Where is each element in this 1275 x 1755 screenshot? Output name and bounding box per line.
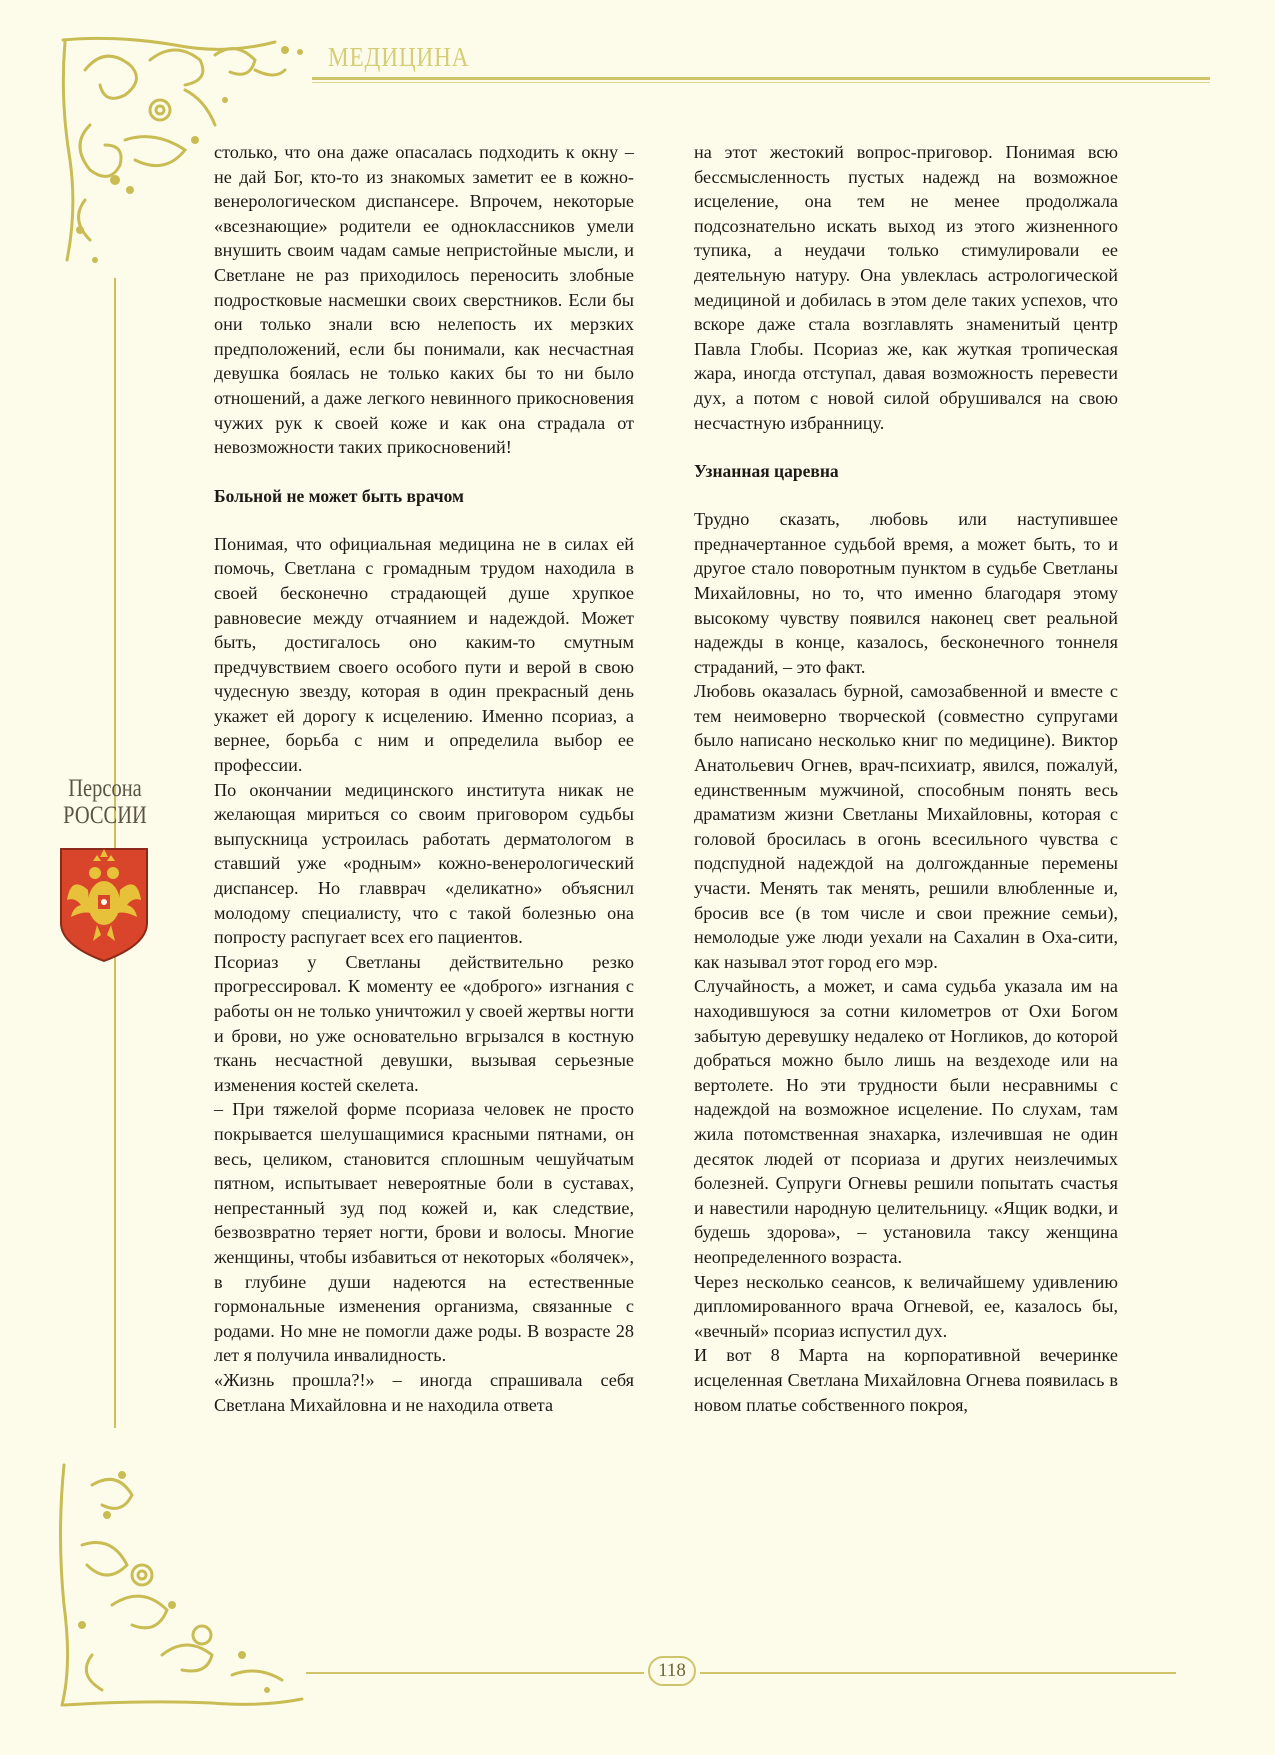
persona-rossii-logo [50, 775, 160, 829]
paragraph: Псориаз у Светланы действительно резко прогрессировал. К моменту ее «доброго» изгнания с работы он не только уничтожил у своей жертвы ногти и брови, но уже основательно вгрызался в костную ткань несчастной девушки, вызывая серьезные изменения костей скелета. [214, 951, 634, 1095]
paragraph: Любовь оказалась бурной, самозабвенной и вместе с тем неимоверно творческой (совместно супругами было написано несколько книг по медицине). Виктор Анатольевич Огнев, врач-психиатр, явился, пожалуй, единственным мужчиной, способным понять весь драматизм жизни Светланы Михайловны, которая с головой бросилась в огонь всесильного чувства с подспудной надеждой на долгожданные перемены участи. Менять так менять, решили влюбленные и, бросив все (в том числе и свои прежние семьи), немолодые уже люди уехали на Сахалин в Оха-сити, как называл этот город его мэр. [694, 681, 1118, 972]
subheading: Больной не может быть врачом [214, 485, 464, 506]
footer-rule-left [306, 1672, 644, 1674]
page-number: 118 [648, 1656, 696, 1686]
paragraph: Через несколько сеансов, к величайшему удивлению дипломированного врача Огневой, ее, казалось бы, «вечный» псориаз испустил дух. [694, 1271, 1118, 1341]
paragraph: на этот жестокий вопрос-приговор. Понимая всю бессмысленность пустых надежд на возможное исцеление, она тем не менее продолжала подсознательно искать выход из этого жизненного тупика, а неудачи только стимулировали ее деятельную натуру. Она увлеклась астрологической медициной и добилась в этом деле таких успехов, что вскоре даже стала возглавлять знаменитый центр Павла Глобы. Псориаз же, как жуткая тропическая жара, иногда отступал, давая возможность перевести дух, а потом с новой силой обрушивался на свою несчастную избранницу. [694, 142, 1118, 433]
paragraph: По окончании медицинского института никак не желающая мириться со своим приговором судьбы выпускница устроилась работать дерматологом в ставший уже «родным» кожно-венерологический диспансер. Но главврач «деликатно» объяснил молодому специалисту, что с такой болезнью она попросту распугает всех его пациентов. [214, 779, 634, 948]
paragraph: Трудно сказать, любовь или наступившее предначертанное судьбой время, а может быть, то и другое стало поворотным пунктом в судьбе Светланы Михайловны, но то, что именно благодаря этому высокому чувству появился наконец свет реальной надежды в конце, казалось, бесконечного тоннеля страданий, – это факт. [694, 509, 1118, 677]
right-column [694, 140, 1118, 1417]
subheading: Узнанная царевна [694, 461, 839, 482]
section-title: МЕДИЦИНА [328, 42, 470, 72]
paragraph: – При тяжелой форме псориаза человек не просто покрывается шелушащимися красными пятнами, он весь, целиком, становится сплошным чешуйчатым пятном, испытывает невероятные боли в суставах, непрестанный зуд под кожей и, как следствие, безвозвратно теряет ногти, брови и волосы. Многие женщины, чтобы избавиться от некоторых «болячек», в глубине души надеются на естественные гормональные изменения организма, связанные с родами. Но мне не помогли даже роды. В возрасте 28 лет я получила инвалидность. [214, 1099, 634, 1366]
paragraph: Случайность, а может, и сама судьба указала им на находившуюся за сотни километров от Охи Богом забытую деревушку недалеко от Ногликов, до которой добраться можно было лишь на вездеходе или на вертолете. Но эти трудности были несравнимы с надеждой на возможное исцеление. По слухам, там жила потомственная знахарка, излечившая не один десяток людей от псориаза и других неизлечимых болезней. Супруги Огневы решили попытать счастья и навестили народную целительницу. «Ящик водки, и будешь здорова», – установила таксу женщина неопределенного возраста. [694, 976, 1118, 1267]
coat-of-arms-icon [57, 845, 151, 963]
persona-line2: РОССИИ [63, 802, 147, 829]
left-column [214, 140, 634, 1417]
header-rule-thin [312, 82, 1210, 83]
footer-rule-right [700, 1672, 1176, 1674]
paragraph: Понимая, что официальная медицина не в силах ей помочь, Светлана с громадным трудом находила в своей бесконечно страдающей душе хрупкое равновесие между отчаянием и надеждой. Может быть, достигалось оно каким-то смутным предчувствием своего особого пути и верой в свою чудесную звезду, которая в один прекрасный день укажет ей дорогу к исцелению. Именно псориаз, а вернее, борьба с ним и определила выбор ее профессии. [214, 533, 634, 776]
paragraph: «Жизнь прошла?!» – иногда спрашивала себя Светлана Михайловна и не находила ответа [214, 1369, 634, 1415]
paragraph: И вот 8 Марта на корпоративной вечеринке исцеленная Светлана Михайловна Огнева появилась в новом платье собственного покроя, [694, 1345, 1118, 1415]
floral-ornament-bottom-icon [52, 1455, 307, 1715]
header-rule [312, 77, 1210, 80]
persona-line1: Персона [68, 775, 142, 802]
paragraph: столько, что она даже опасалась подходить к окну – не дай Бог, кто-то из знакомых заметит ее в кожно-венерологическом диспансере. Впрочем, некоторые «всезнающие» родители ее одноклассников умели внушить своим чадам самые непристойные мысли, и Светлане не раз приходилось переносить злобные подростковые насмешки своих сверстников. Если бы они только знали всю нелепость их мерзких предположений, если бы понимали, как несчастная девушка боялась не только каких бы то ни было отношений, а даже легкого невинного прикосновения чужих рук к своей коже и как она страдала от невозможности таких прикосновений! [214, 142, 634, 458]
